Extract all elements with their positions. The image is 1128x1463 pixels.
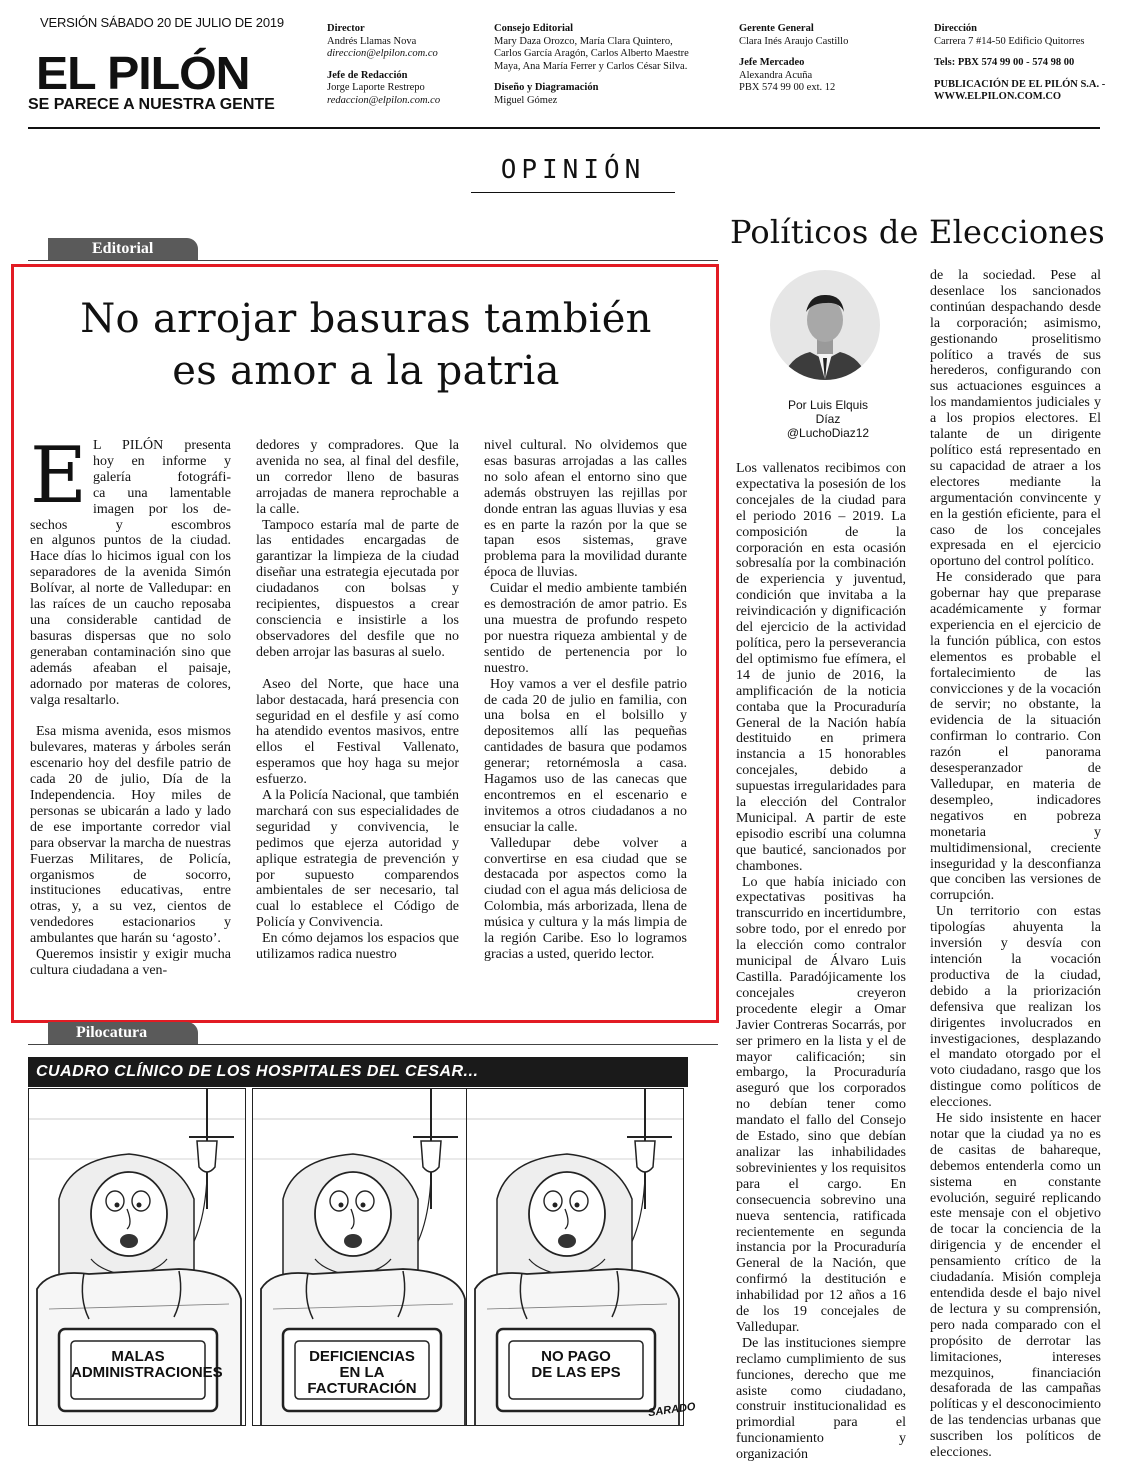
sign-line: EN LA FACTURACIÓN	[307, 1364, 417, 1397]
tag-rule	[28, 260, 718, 261]
editorial-column-3	[484, 438, 687, 963]
jefe-label: Jefe de Redacción	[327, 69, 408, 81]
paragraph: de la sociedad. Pese al desenlace los sancionados continúan despachando desde la corporación; asimismo, gestionando proselitismo político a través de sus herederos, configurando con sus actuaciones esguinces a los mandamientos judiciales y a los propios electores. El talante de un dirigente político está representado en su capacidad de atraer a los electores mediante la argumentación convincente y en la gestión eficiente, para el caso de los concejales expresada en el ejercicio oportuno del control político.	[930, 268, 1101, 570]
newspaper-logo: EL PILÓN	[36, 47, 250, 99]
drop-cap: E	[30, 431, 87, 521]
paragraph: Cuidar el medio ambiente también es demostración de amor patrio. Es una muestra de profundo respeto por nuestra riqueza ambiental y de sentido de pertenencia por lo nuestro.	[484, 581, 687, 676]
paragraph: Queremos insistir y exigir mucha cultura ciudadana a ven-	[30, 947, 231, 978]
tels: Tels: PBX 574 99 00 - 574 98 00	[934, 57, 1075, 68]
consejo-line: Carlos García Aragón, Carlos Alberto Maestre	[494, 48, 689, 59]
paragraph: Valledupar debe volver a convertirse en esa ciudad que se destacada por aspectos como la ciudad con el agua más deliciosa de Colombia, más arborizada, llena de música y cultura y la más limpia de la región Caribe. Eso lo logramos gracias a usted, querido lector.	[484, 835, 687, 962]
author-photo	[770, 270, 880, 390]
paragraph: Esa misma avenida, esos mismos bulevares, materas y árboles serán escenario hoy del desfile patrio de cada 20 de julio, Día de la Independencia. Hoy miles de personas se ubicarán a lado y lado de ese importante corredor vial para observar la marcha de nuestras Fuerzas Militares, de Policía, organismos de socorro, instituciones educativas, entre otras, y, a su vez, cientos de vendedores estacionarios y ambulantes que harán su ‘agosto’.	[30, 724, 231, 947]
dropcap-line: ca una lamentable	[92, 485, 231, 501]
paragraph: Aseo del Norte, que hace una labor destacada, hará presencia con seguridad en el desfile y así como ha atendido eventos masivos, entre ellos el Festival Vallenato, esperamos que hoy haga su mejor esfuerzo.	[256, 676, 459, 788]
byline-line: Por Luis Elquis	[787, 398, 869, 412]
paragraph: dedores y compradores. Que la avenida no sea, al final del desfile, un corredor lleno de basuras arrojadas de manera reprochable a la calle.	[256, 438, 459, 517]
sign-line: DE LAS EPS	[531, 1364, 621, 1381]
dropcap-line: sechos y escombros	[30, 517, 231, 533]
dropcap-line: imagen por los de-	[92, 501, 231, 517]
staff-gerente-block	[739, 23, 909, 95]
edition-date: VERSIÓN SÁBADO 20 DE JULIO DE 2019	[40, 15, 284, 30]
paragraph: en algunos puntos de la ciudad. Hace días lo hicimos igual con los separadores de la avenida Simón Bolívar, al norte de Valledupar: en las raíces de un caucho reposaba una considerable cantidad de basuras dispersas que no solo generaban contaminación sino que además afeaban el paisaje, adornado por materas de colores, valga resaltarlo.	[30, 533, 231, 708]
paragraph: En cómo dejamos los espacios que utilizamos radica nuestro	[256, 931, 459, 963]
cartoon-sign	[71, 1348, 223, 1381]
cartoon-sign	[295, 1349, 429, 1397]
author-handle[interactable]: @LuchoDiaz12	[786, 426, 870, 440]
paragraph: nivel cultural. No olvidemos que esas basuras arrojadas a las calles no solo afean el entorno sino que además obstruyen las rejillas por donde entran las aguas lluvias y esa es en parte la razón por la que se tapan esos sistemas, grave problema para la movilidad durante época de lluvias.	[484, 438, 687, 581]
direccion-value: Carrera 7 #14-50 Edificio Quitorres	[934, 35, 1085, 47]
editorial-headline	[14, 293, 718, 397]
dropcap-line: hoy en informe y	[92, 453, 231, 469]
staff-direccion-block	[934, 23, 1114, 104]
opinion-headline: Políticos de Elecciones	[730, 213, 1105, 251]
editorial-col1-rest	[30, 533, 231, 978]
consejo-line: Mary Daza Orozco, María Clara Quintero,	[494, 35, 673, 47]
director-label: Director	[327, 23, 365, 34]
paragraph: De las instituciones siempre reclamo cumplimiento de sus funciones, derecho que me asiste como ciudadano, construir institucionalidad es primordial para el funcionamiento y organización	[736, 1335, 906, 1463]
cartoon-sign	[509, 1349, 643, 1381]
tag-rule	[28, 1044, 718, 1045]
publicacion-line: PUBLICACIÓN DE EL PILÓN S.A. -	[934, 78, 1106, 90]
website-link[interactable]: WWW.ELPILON.COM.CO	[934, 91, 1062, 102]
section-title: OPINIÓN	[471, 155, 675, 193]
editorial-tag: Editorial	[48, 238, 198, 260]
paragraph: Los vallenatos recibimos con expectativa la posesión de los concejales de la ciudad para el periodo 2016 – 2019. La composición de la corporación en esta ocasión sobresalía por la combinación de experiencia y juventud, condición que invitaba a la reivindicación y dignificación del ejercicio de la actividad política, pero la perseverancia del optimismo fue efímera, el 14 de junio de 2016, la amplificación de la noticia contaba que la Procuraduría General de la Nación había destituido en primera instancia a 15 honorables concejales, debido a supuestas irregularidades para la elección del Contralor Municipal. A partir de este episodio escribí una columna que bauticé, sancionados por chambones.	[736, 461, 906, 874]
paragraph: Tampoco estaría mal de parte de las entidades encargadas de garantizar la limpieza de la ciudad diseñar una estrategia ejecutada por ciudadanos con bolsas y recipientes, dispuestos a crear consciencia e insistirle a los observadores del desfile que no deben arrojar las basuras al suelo.	[256, 517, 459, 660]
paragraph: A la Policía Nacional, que también marchará con sus especialidades de seguridad y convivencia, le pedimos que ejerza autoridad y aplique estrategia de prevención y por supuesto comparendos ambientales de ser necesario, tal cual lo establece el Código de Policía y Convivencia.	[256, 788, 459, 931]
consejo-label: Consejo Editorial	[494, 23, 574, 34]
mercadeo-name: Alexandra Acuña	[739, 69, 813, 81]
masthead-rule	[28, 127, 1100, 129]
cartoon-panel	[466, 1088, 684, 1426]
consejo-line: Maya, Ana María Ferrer y Carlos César Silva.	[494, 60, 688, 72]
paragraph: He considerado que para gobernar hay que preparase académicamente y formar experiencia en el ejercicio de la función pública, con estos elementos es probable el fortalecimiento de las convicciones y de la vocación de servir; no obstante, la evidencia de la situación confirman lo contrario. Con razón el panorama desesperanzador de Valledupar, en materia de desempleo, indicadores negativos en pobreza monetaria y multidimensional, creciente inseguridad y la desconfianza que conciben las versiones de corrupción.	[930, 570, 1101, 904]
mercadeo-pbx: PBX 574 99 00 ext. 12	[739, 82, 836, 93]
headline-line: No arrojar basuras también	[80, 296, 652, 342]
cartoon-panel	[28, 1088, 246, 1426]
opinion-column-a	[736, 461, 906, 1463]
paragraph: Un territorio con estas tipologías ahuyenta la inversión y desvía con intención la vocación productiva de la ciudad, debido a la priorización defensiva que realizan los dirigentes involucrados en investigaciones, desplazando el mandato otorgado por el voto ciudadano, rasgo que los distingue como políticos de elecciones.	[930, 904, 1101, 1111]
diseno-name: Miguel Gómez	[494, 94, 558, 106]
dropcap-line: galería fotográfi-	[92, 469, 231, 485]
staff-consejo-block	[494, 23, 724, 107]
diseno-label: Diseño y Diagramación	[494, 82, 599, 93]
direccion-label: Dirección	[934, 23, 977, 34]
sign-line: DEFICIENCIAS	[309, 1348, 415, 1365]
cartoon-title: CUADRO CLÍNICO DE LOS HOSPITALES DEL CESAR...	[36, 1063, 479, 1080]
sign-line: NO PAGO	[541, 1348, 611, 1365]
gerente-name: Clara Inés Araujo Castillo	[739, 35, 849, 47]
editorial-column-1	[30, 431, 231, 979]
opinion-column-b	[930, 268, 1101, 1461]
paragraph: He sido insistente en hacer notar que la ciudad ya no es de casitas de bahareque, debemos entenderla como un sistema en constante evolución, seguiré replicando este mensaje con el objetivo de tocar la conciencia de la dirigencia y de encender el pensamiento crítico de la ciudadanía. Misión compleja entendida desde el bajo nivel de lectura y su comprensión, pero nada comparado con el propósito de derrotar las limitaciones, intereses mezquinos, financiación desaforada de las campañas políticas y el desconocimiento de las tendencias urbanas que suscriben los políticos de elecciones.	[930, 1111, 1101, 1461]
director-name: Andrés Llamas Nova	[327, 35, 417, 47]
sign-line: MALAS	[111, 1348, 165, 1365]
editorial-column-2	[256, 438, 459, 963]
headline-line: es amor a la patria	[172, 348, 560, 394]
newspaper-slogan: SE PARECE A NUESTRA GENTE	[28, 96, 275, 113]
paragraph: Lo que había iniciado con expectativas positivas ha transcurrido en incertidumbre, sobre todo, por el enredo por la elección como contralor municipal de Álvaro Luis Castilla. Paradójicamente los concejales creyeron procedente elegir a Omar Javier Contreras Socarrás, por ser primero en la lista y el de mayor calificación; sin embargo, la Procuraduría aseguró que los corporados no debían tener como mandato el fallo del Consejo de Estado, sino que debían analizar las inhabilidades sobrevinientes y los requisitos para el cargo. En consecuencia sobrevino una nueva sentencia, ratificada recientemente en segunda instancia por la Procuraduría General de la Nación, que confirmó la destitución e inhabilidad por 12 años a 16 de los 19 concejales de Valledupar.	[736, 874, 906, 1335]
jefe-name: Jorge Laporte Restrepo	[327, 82, 425, 93]
gerente-label: Gerente General	[739, 23, 814, 34]
pilocatura-tag: Pilocatura	[48, 1022, 198, 1044]
staff-director-block	[327, 23, 477, 107]
paragraph: Hoy vamos a ver el desfile patrio de cada 20 de julio en familia, con una bolsa en el bolsillo y depositemos allí las pequeñas cantidades de basura que podamos generar; retornémosla a casa. Hagamos uso de las canecas que encontremos en el escenario e invitemos a otros ciudadanos a no ensuciar la calle.	[484, 676, 687, 835]
sign-line: ADMINISTRACIONES	[71, 1364, 223, 1381]
cartoonist-signature: SARADO	[647, 1400, 697, 1420]
byline-line: Díaz	[815, 412, 841, 426]
cartoon-panel	[252, 1088, 470, 1426]
director-email: direccion@elpilon.com.co	[327, 48, 438, 59]
mercadeo-label: Jefe Mercadeo	[739, 57, 805, 68]
dropcap-line: L PILÓN presenta	[92, 438, 231, 453]
opinion-byline	[758, 398, 898, 440]
jefe-email: redaccion@elpilon.com.co	[327, 94, 441, 106]
